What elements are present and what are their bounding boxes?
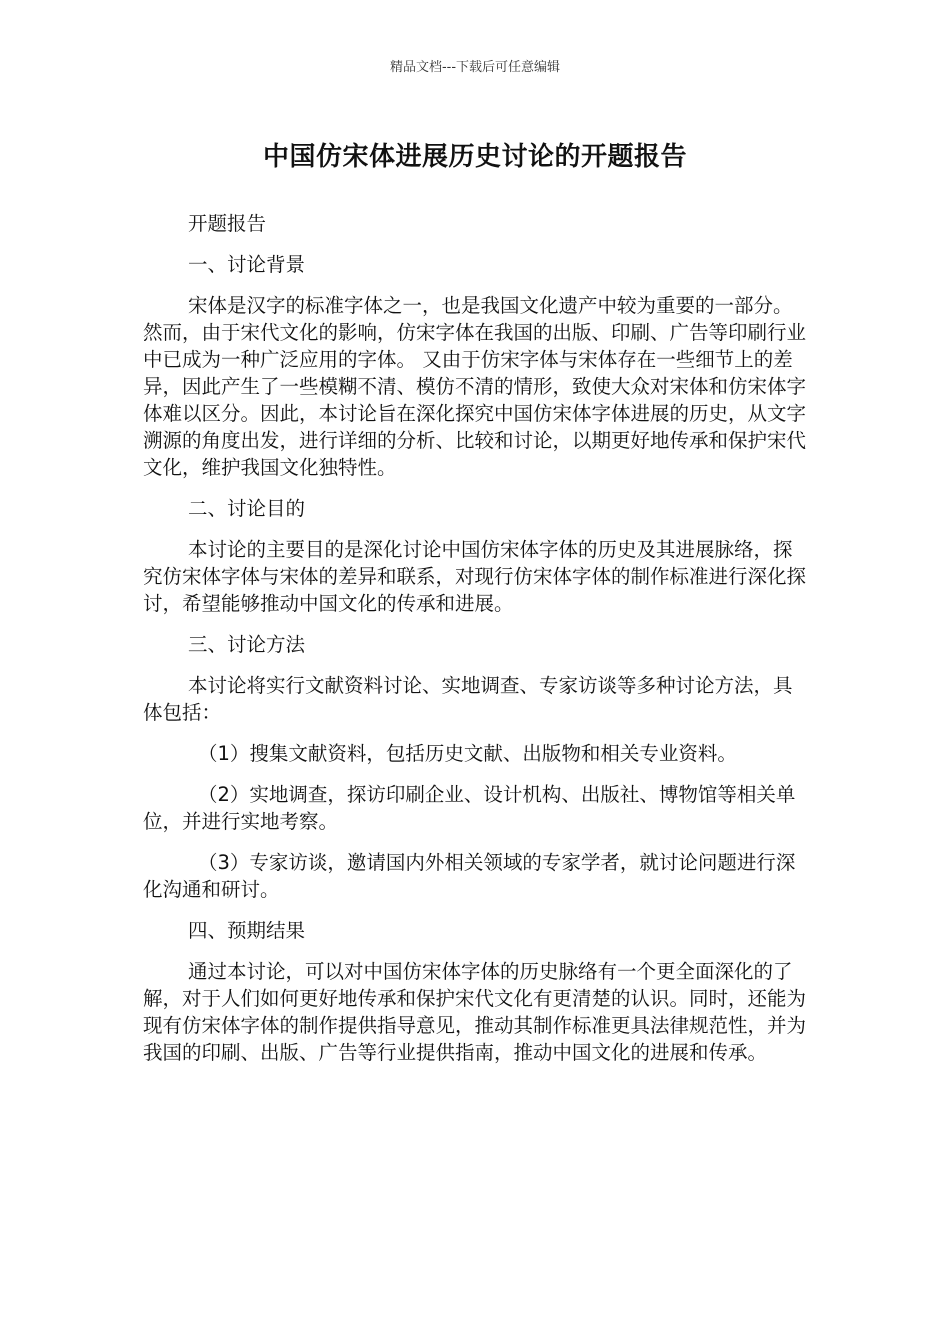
method-list-item: （1）搜集文献资料，包括历史文献、出版物和相关专业资料。 — [198, 742, 737, 765]
document-title: 中国仿宋体进展历史讨论的开题报告 — [262, 142, 687, 172]
intro-label: 开题报告 — [188, 212, 267, 235]
section-body-expected-results: 通过本讨论，可以对中国仿宋体字体的历史脉络有一个更全面深化的了解，对于人们如何更好地传承和保护宋代文化有更清楚的认识。同时，还能为现有仿宋体字体的制作提供指导意见，推动其制作标准更具法律规范性，并为我国的印刷、出版、广告等行业提供指南，推动中国文化的进展和传承。 — [143, 960, 807, 1064]
section-heading-purpose: 二、讨论目的 — [188, 497, 306, 520]
method-list-item: （2）实地调查，探访印刷企业、设计机构、出版社、博物馆等相关单位，并进行实地考察。 — [143, 783, 796, 833]
section-heading-expected-results: 四、预期结果 — [188, 919, 306, 942]
section-heading-method: 三、讨论方法 — [188, 633, 306, 656]
document-body — [143, 210, 807, 1080]
section-heading-background: 一、讨论背景 — [188, 253, 306, 276]
section-body-purpose: 本讨论的主要目的是深化讨论中国仿宋体字体的历史及其进展脉络，探究仿宋体字体与宋体的差异和联系，对现行仿宋体字体的制作标准进行深化探讨，希望能够推动中国文化的传承和进展。 — [143, 538, 807, 615]
page-header: 精品文档---下载后可任意编辑 — [389, 60, 561, 75]
section-body-method: 本讨论将实行文献资料讨论、实地调查、专家访谈等多种讨论方法，具体包括： — [143, 674, 793, 724]
section-body-background: 宋体是汉字的标准字体之一，也是我国文化遗产中较为重要的一部分。然而，由于宋代文化的影响，仿宋字体在我国的出版、印刷、广告等印刷行业中已成为一种广泛应用的字体。 又由于仿宋字体与宋体存在一些细节上的差异，因此产生了一些模糊不清、模仿不清的情形，致使大众对宋体和仿宋体字体难以区分。因此，本讨论旨在深化探究中国仿宋体字体进展的历史，从文字溯源的角度出发，进行详细的分析、比较和讨论，以期更好地传承和保护宋代文化，维护我国文化独特性。 — [143, 294, 807, 479]
method-list-item: （3）专家访谈，邀请国内外相关领域的专家学者，就讨论问题进行深化沟通和研讨。 — [143, 851, 796, 901]
